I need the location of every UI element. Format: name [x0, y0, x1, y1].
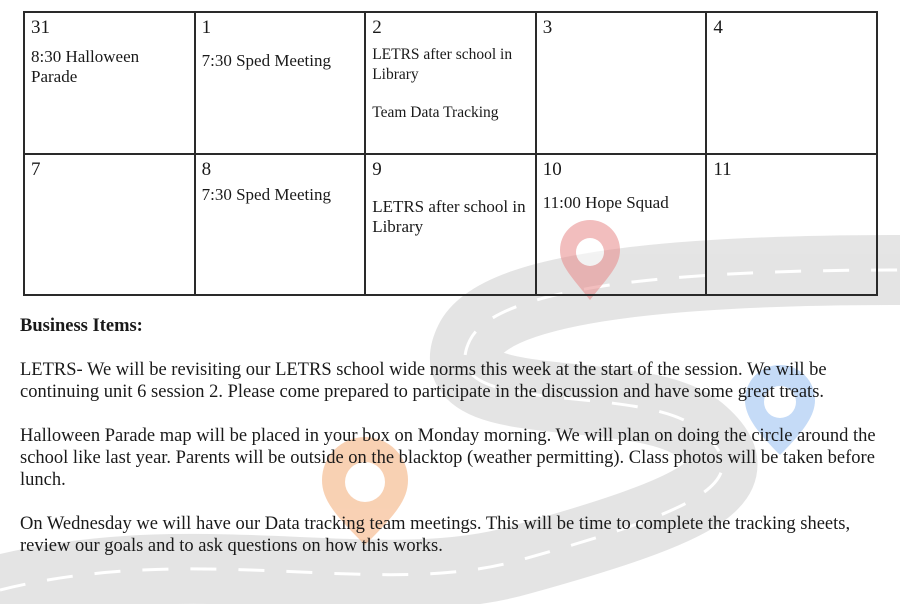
- calendar-day-cell: [536, 154, 707, 295]
- day-number: 7: [31, 159, 41, 180]
- calendar-day-cell: [24, 12, 195, 154]
- business-paragraph-parade: Halloween Parade map will be placed in your box on Monday morning. We will plan on doing the circle around the school like last year. Parents will be outside on the blacktop (weather permitting). Class photos will be taken before lunch.: [20, 426, 876, 490]
- calendar-table: [23, 11, 878, 296]
- day-number: 10: [542, 159, 562, 180]
- day-number: 9: [372, 159, 382, 180]
- calendar-day-cell: [536, 12, 707, 154]
- day-number: 3: [542, 17, 553, 38]
- event-item: 7:30 Sped Meeting: [201, 51, 331, 70]
- business-paragraph-data-tracking: On Wednesday we will have our Data tracking team meetings. This will be time to complete the tracking sheets, review our goals and to ask questions on how this works.: [20, 514, 851, 556]
- calendar-day-cell: [24, 154, 195, 295]
- event-item: 7:30 Sped Meeting: [201, 185, 331, 204]
- calendar-day-cell: [706, 12, 877, 154]
- event-item: LETRS after school in Library: [372, 197, 526, 236]
- day-number: 8: [201, 159, 212, 180]
- business-items-section: [20, 315, 880, 579]
- calendar-day-cell: [706, 154, 877, 295]
- calendar-week-row: [24, 154, 877, 295]
- business-paragraph-letrs: LETRS- We will be revisiting our LETRS school wide norms this week at the start of the session. We will be continuing unit 6 session 2. Please come prepared to participate in the discussion and have some great treats.: [20, 360, 827, 402]
- calendar-day-cell: [195, 154, 366, 295]
- calendar-week-row: [24, 12, 877, 154]
- day-number: 1: [201, 17, 212, 38]
- event-item: Team Data Tracking: [372, 104, 499, 121]
- event-item: LETRS after school in Library: [372, 46, 513, 83]
- day-number: 31: [31, 17, 50, 38]
- calendar-day-cell: [365, 154, 536, 295]
- event-item: 11:00 Hope Squad: [542, 193, 669, 212]
- business-items-heading: Business Items:: [20, 316, 143, 336]
- day-number: 2: [372, 17, 382, 38]
- day-number: 11: [713, 159, 732, 180]
- calendar-day-cell: [195, 12, 366, 154]
- event-item: 8:30 Halloween Parade: [31, 47, 140, 86]
- calendar-day-cell: [365, 12, 536, 154]
- day-number: 4: [713, 17, 723, 38]
